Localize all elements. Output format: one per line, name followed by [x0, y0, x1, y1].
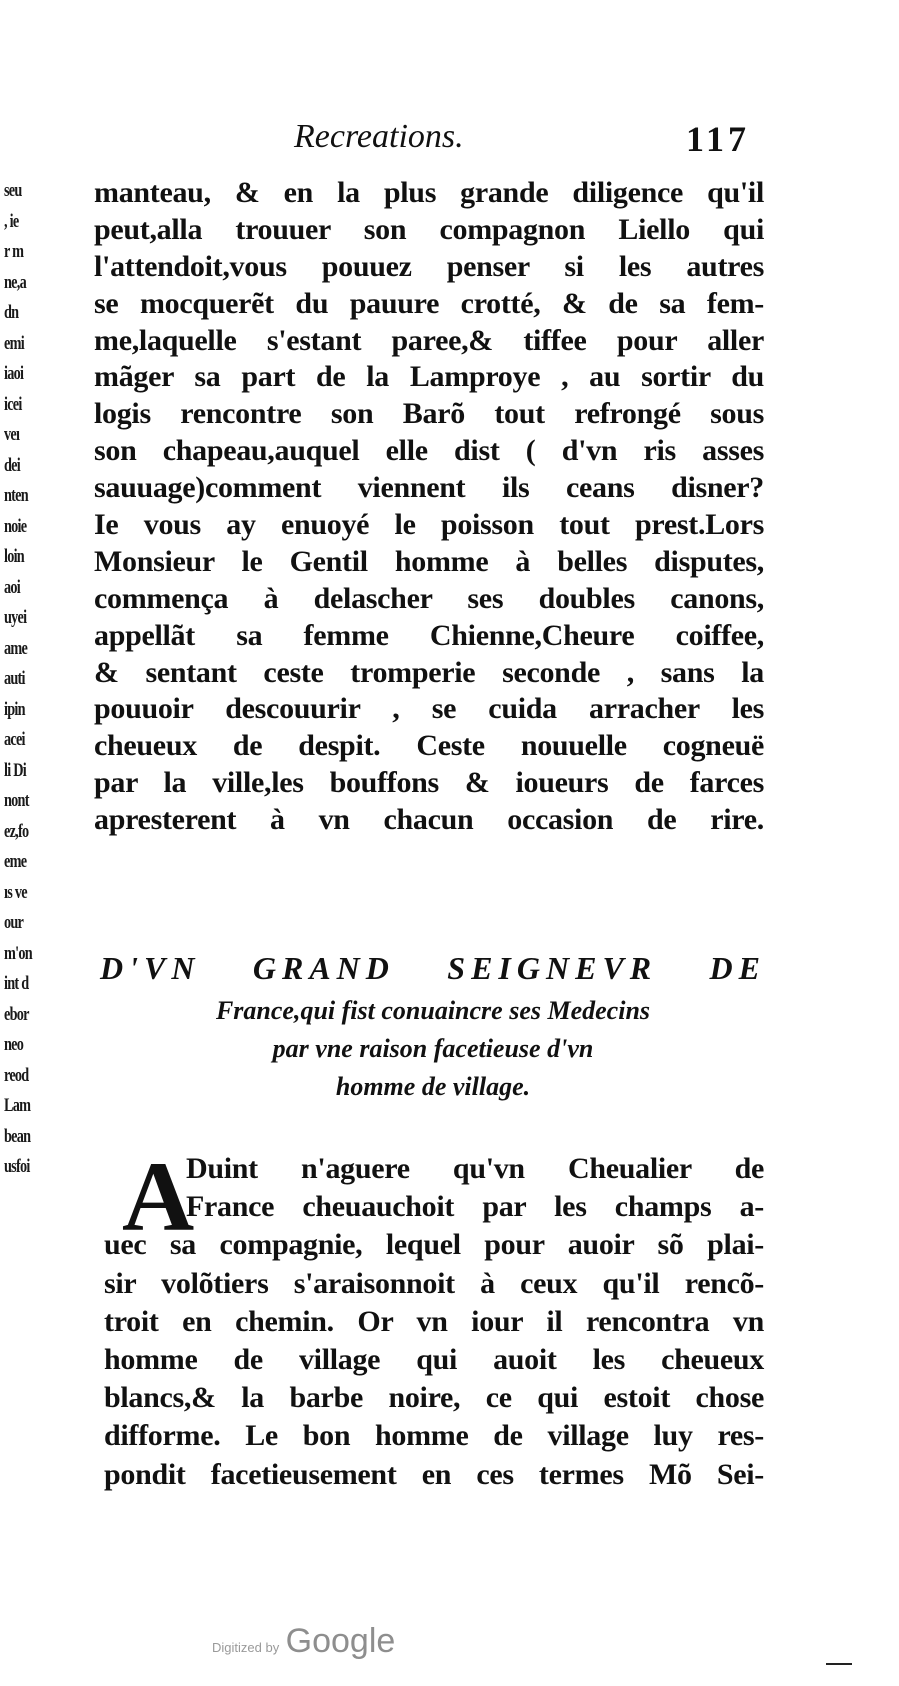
facing-page-fragment: Lam: [4, 1095, 31, 1116]
text-line: son chapeau,auquel elle dist ( d'vn ris asses: [94, 434, 764, 468]
facing-page-fragment: nten: [4, 485, 28, 506]
section-title-line-2: France,qui fist conuaincre ses Medecins: [215, 996, 651, 1025]
facing-page-fragment: veı: [4, 424, 20, 445]
facing-page-fragment: nont: [4, 790, 29, 811]
facing-page-fragment: dei: [4, 454, 20, 476]
facing-page-fragment: loin: [4, 546, 24, 567]
margin-dash: [826, 1663, 852, 1665]
text-line: me,laquelle s'estant paree,& tiffee pour aller: [94, 323, 764, 357]
facing-page-fragment: , ie: [4, 210, 19, 232]
facing-page-fragment: usfoi: [4, 1156, 30, 1177]
paragraph-1: [94, 176, 764, 840]
text-line: logis rencontre son Barõ tout refrongé sous: [94, 397, 764, 431]
text-line: apresterent à vn chacun occasion de rire.: [94, 803, 764, 837]
text-line: difforme. Le bon homme de village luy res-: [104, 1419, 764, 1453]
facing-page-fragment: uyei: [4, 607, 27, 628]
running-title: Recreations.: [294, 118, 464, 155]
facing-page-fragment: ame: [4, 637, 28, 659]
text-line: Ie vous ay enuoyé le poisson tout prest.Lors: [94, 508, 764, 542]
facing-page-fragment: ne,a: [4, 271, 26, 293]
text-line: sauuage)comment viennent ils ceans disner?: [94, 471, 764, 505]
digitization-watermark: [212, 1622, 395, 1661]
facing-page-fragment: ebor: [4, 1003, 29, 1025]
text-line: & sentant ceste tromperie seconde , sans la: [94, 655, 764, 689]
text-line: se mocquerẽt du pauure crotté, & de sa fem-: [94, 286, 764, 320]
text-line: Duint n'aguere qu'vn Cheualier de: [186, 1152, 764, 1185]
facing-page-fragment: reod: [4, 1064, 29, 1086]
text-line: pouuoir descouurir , se cuida arracher les: [94, 692, 764, 726]
facing-page-fragment: ez,fo: [4, 820, 29, 842]
facing-page-fragment: our: [4, 912, 24, 933]
facing-page-fragment: noie: [4, 515, 27, 537]
facing-page-fragment: bean: [4, 1125, 31, 1147]
text-line: troit en chemin. Or vn iour il rencontra vn: [104, 1304, 764, 1338]
google-logo: Google: [285, 1622, 396, 1660]
text-line: pondit facetieusement en ces termes Mõ Sei-: [104, 1457, 764, 1491]
text-line: France cheuauchoit par les champs a-: [186, 1190, 764, 1224]
text-line: peut,alla trouuer son compagnon Liello qui: [94, 212, 764, 246]
facing-page-fragment: emi: [4, 332, 24, 354]
section-title-line-3: par vne raison facetieuse d'vn: [272, 1034, 594, 1063]
facing-page-fragment: r m: [4, 241, 24, 262]
facing-page-fragment: ıs ve: [4, 881, 27, 903]
facing-page-fragment: auti: [4, 668, 25, 689]
facing-page-fragment: neo: [4, 1034, 24, 1055]
text-line: par la ville,les bouffons & ioueurs de farces: [94, 766, 764, 800]
facing-page-fragment: eme: [4, 851, 27, 872]
facing-page-fragment: m'on: [4, 942, 32, 964]
page-number: 117: [686, 119, 751, 159]
left-page-fragments: [4, 180, 64, 1187]
paragraph-2: [104, 1141, 764, 1496]
facing-page-fragment: dn: [4, 302, 19, 323]
page-header: [0, 118, 899, 168]
text-line: blancs,& la barbe noire, ce qui estoit chose: [104, 1381, 764, 1415]
drop-cap-initial: A: [122, 1141, 195, 1252]
text-line: appellãt sa femme Chienne,Cheure coiffee,: [94, 618, 764, 652]
text-line: uec sa compagnie, lequel pour auoir sõ plai-: [104, 1228, 764, 1262]
text-line: homme de village qui auoit les cheueux: [104, 1342, 764, 1376]
facing-page-fragment: icei: [4, 393, 22, 415]
facing-page-fragment: ipin: [4, 698, 25, 720]
facing-page-fragment: int d: [4, 973, 29, 994]
text-line: l'attendoit,vous pouuez penser si les autres: [94, 249, 764, 283]
text-line: commença à delascher ses doubles canons,: [94, 581, 764, 615]
text-line: sir volõtiers s'araisonnoit à ceux qu'il rencõ-: [104, 1266, 764, 1300]
text-line: Monsieur le Gentil homme à belles disputes,: [94, 544, 764, 578]
facing-page-fragment: acei: [4, 729, 25, 750]
facing-page-fragment: iaoi: [4, 363, 24, 384]
text-line: cheueux de despit. Ceste nouuelle cogneuë: [94, 729, 764, 763]
facing-page-fragment: aoi: [4, 576, 20, 598]
text-line: manteau, & en la plus grande diligence qu'il: [94, 176, 764, 209]
digitized-by-label: Digitized by: [212, 1640, 280, 1655]
section-title-line-1: D'VN GRAND SEIGNEVR DE: [100, 950, 766, 986]
section-title-line-4: homme de village.: [335, 1072, 531, 1101]
section-title: [100, 950, 766, 1110]
facing-page-fragment: li Di: [4, 759, 26, 781]
text-line: mãger sa part de la Lamproye , au sortir du: [94, 360, 764, 394]
facing-page-fragment: seu: [4, 180, 22, 201]
